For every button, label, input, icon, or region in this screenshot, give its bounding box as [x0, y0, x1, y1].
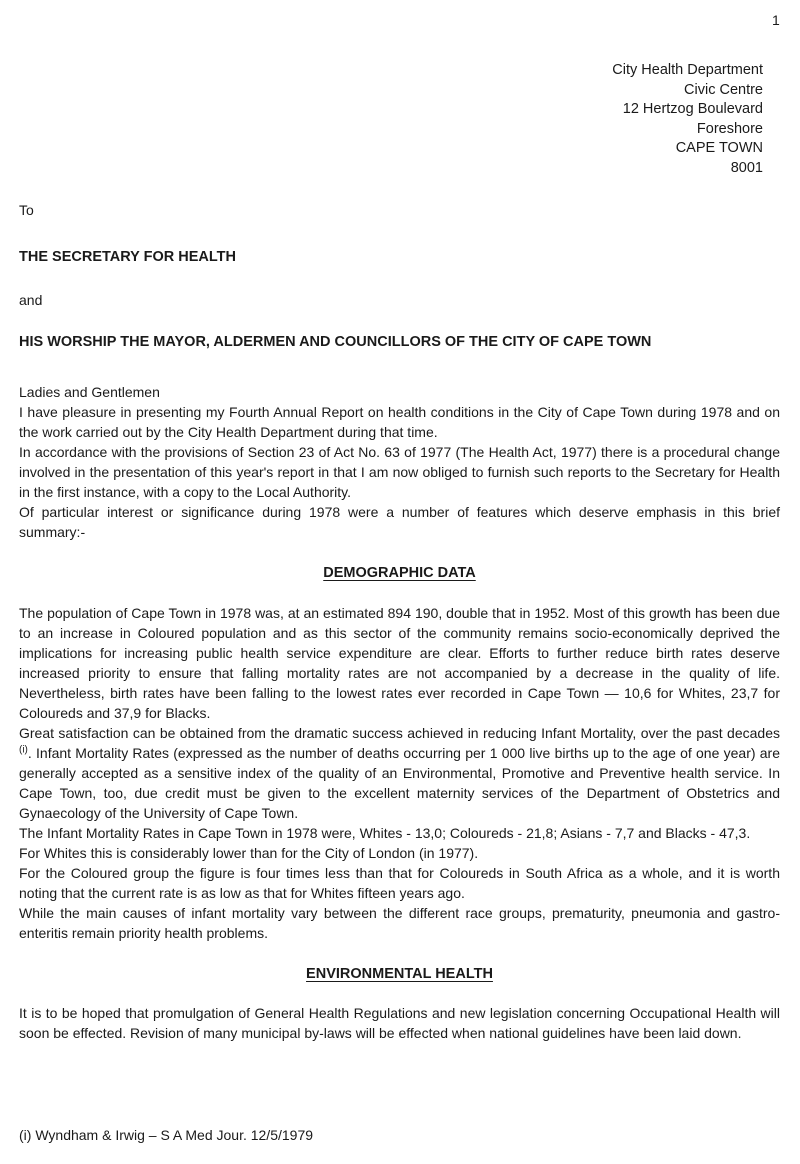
- demographic-paragraph-1: The population of Cape Town in 1978 was, at an estimated 894 190, double that in 1952. Most of this growth has been due to an increase in Coloured population and as this sector of the community remains socio-economically deprived the implications for increasing public health service expenditure are clear. Efforts to further reduce birth rates deserve increased priority to ensure that falling mortality rates are not accompanied by a decrease in the quality of life. Nevertheless, birth rates have been falling to the lowest rates ever recorded in Cape Town — 10,6 for Whites, 23,7 for Coloureds and 37,9 for Blacks.: [19, 605, 780, 721]
- to-line: To: [19, 202, 34, 218]
- recipient-secretary: THE SECRETARY FOR HEALTH: [19, 249, 236, 265]
- and-line: and: [19, 292, 43, 308]
- intro-paragraph-1: I have pleasure in presenting my Fourth Annual Report on health conditions in the City of Cape Town during 1978 and on the work carried out by the City Health Department during that time.: [19, 404, 780, 440]
- address-line-street: 12 Hertzog Boulevard: [622, 101, 763, 117]
- intro-paragraph-3: Of particular interest or significance during 1978 were a number of features which deserve emphasis in this brief summary:-: [19, 504, 780, 540]
- address-line-area: Foreshore: [696, 120, 763, 137]
- footnote-reference: (i): [19, 744, 28, 756]
- footnote: (i) Wyndham & Irwig – S A Med Jour. 12/5/1979: [19, 1127, 314, 1143]
- demographic-paragraph-3: The Infant Mortality Rates in Cape Town in 1978 were, Whites - 13,0; Coloureds - 21,8; Asians - 7,7 and Blacks - 47,3.: [19, 825, 751, 841]
- sender-address: [612, 61, 763, 178]
- salutation: Ladies and Gentlemen: [19, 384, 160, 400]
- section-heading-demographic: DEMOGRAPHIC DATA: [323, 565, 476, 581]
- demographic-paragraph-4: For Whites this is considerably lower than for the City of London (in 1977).: [19, 845, 479, 861]
- demographic-paragraph-2-end: . Infant Mortality Rates (expressed as the number of deaths occurring per 1 000 live births up to the age of one year) are generally accepted as a sensitive index of the quality of an Environmental, Promotive and Preventive health service. In Cape Town, too, due credit must be given to the excellent maternity services of the Department of Obstetrics and Gynaecology of the University of Cape Town.: [19, 745, 780, 821]
- demographic-paragraph-6: While the main causes of infant mortality vary between the different race groups, prematurity, pneumonia and gastro-enteritis remain priority health problems.: [19, 905, 780, 941]
- section-heading-environmental: ENVIRONMENTAL HEALTH: [306, 966, 493, 982]
- address-line-department: City Health Department: [612, 62, 763, 78]
- letter-body: [19, 200, 780, 1043]
- intro-paragraph-2: In accordance with the provisions of Section 23 of Act No. 63 of 1977 (The Health Act, 1977) there is a procedural change involved in the presentation of this year's report in that I am now obliged to furnish such reports to the Secretary for Health in the first instance, with a copy to the Local Authority.: [19, 444, 780, 500]
- address-line-city: CAPE TOWN: [675, 140, 763, 156]
- demographic-paragraph-2-start: Great satisfaction can be obtained from the dramatic success achieved in reducing Infant Mortality, over the past decades: [19, 725, 780, 741]
- recipient-mayor: HIS WORSHIP THE MAYOR, ALDERMEN AND COUNCILLORS OF THE CITY OF CAPE TOWN: [19, 334, 652, 350]
- environmental-paragraph-1: It is to be hoped that promulgation of General Health Regulations and new legislation concerning Occupational Health will soon be effected. Revision of many municipal by-laws will be effected when national guidelines have been laid down.: [19, 1005, 780, 1041]
- demographic-paragraph-2: [19, 723, 780, 823]
- address-line-postcode: 8001: [730, 159, 763, 176]
- address-line-building: Civic Centre: [684, 81, 763, 98]
- page-number: 1: [772, 12, 780, 28]
- demographic-paragraph-5: For the Coloured group the figure is four times less than that for Coloureds in South Africa as a whole, and it is worth noting that the current rate is as low as that for Whites fifteen years ago.: [19, 865, 780, 901]
